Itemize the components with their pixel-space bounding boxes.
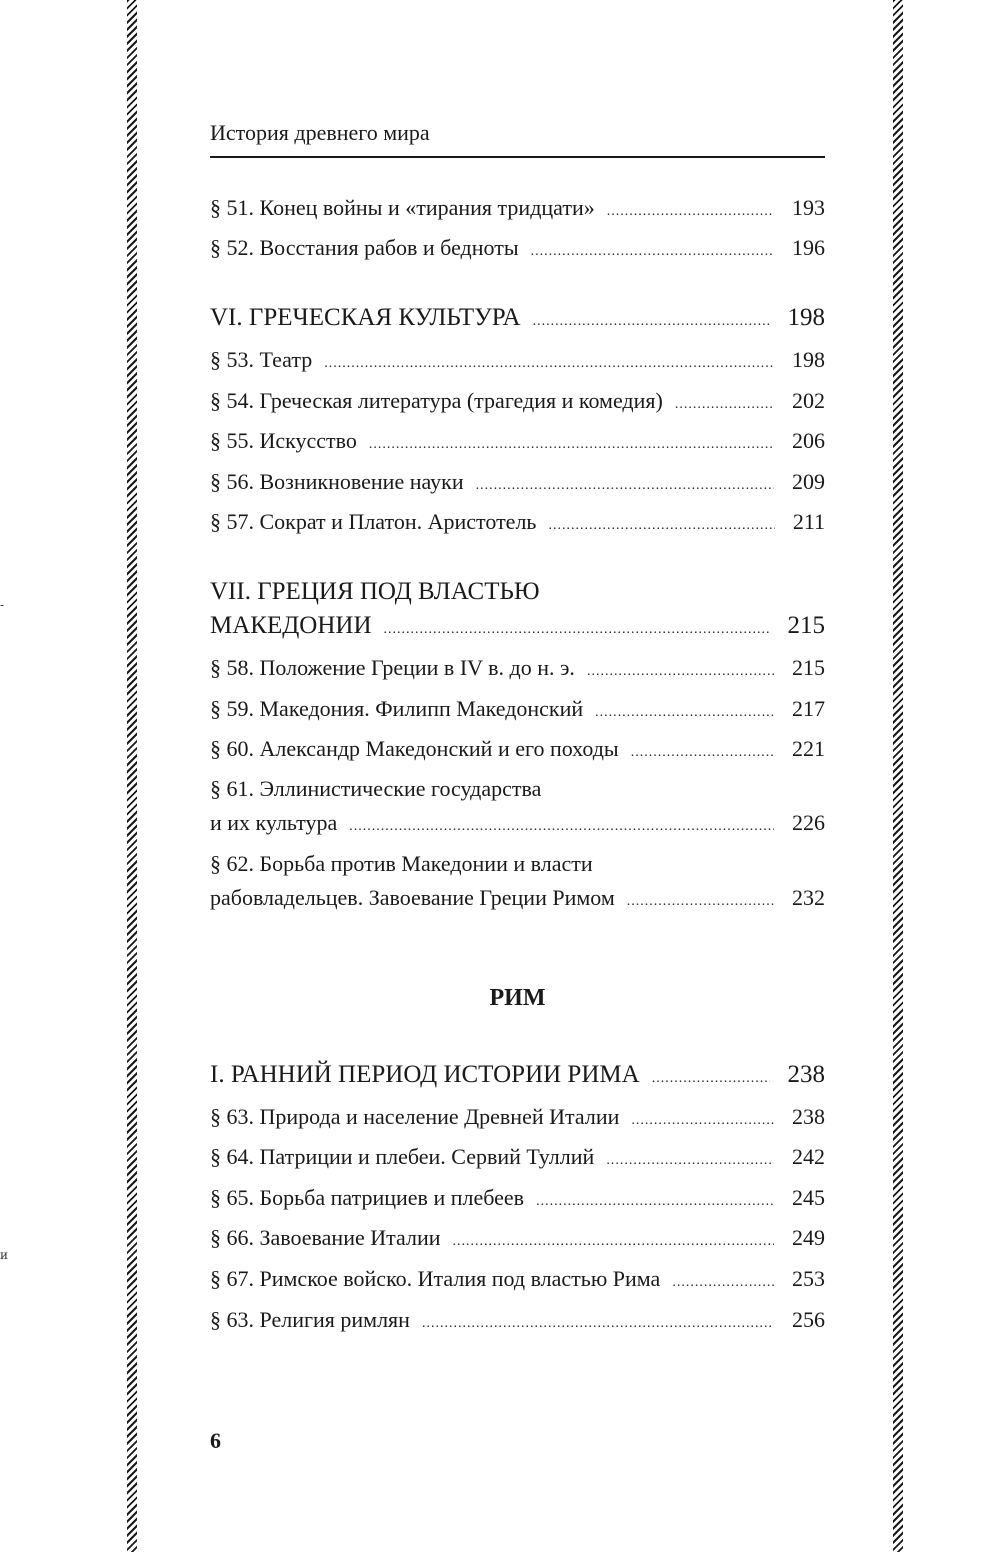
toc-entry-page: 209: [792, 469, 825, 494]
toc-entry-page: 221: [792, 736, 825, 761]
toc-entry-title: § 59. Македония. Филипп Македонский: [210, 696, 584, 721]
toc-entry-page: 232: [792, 885, 825, 910]
toc-entry: [210, 1181, 825, 1219]
margin-mark: -: [0, 598, 5, 612]
toc-entry-title: § 65. Борьба патрициев и плебеев: [210, 1185, 525, 1210]
toc-entry: [210, 424, 825, 462]
toc-entry-title: § 64. Патриции и плебеи. Сервий Туллий: [210, 1144, 595, 1169]
toc-entry: [210, 191, 825, 229]
dot-leader: [606, 1144, 774, 1178]
dot-leader: [627, 885, 774, 919]
toc-entry-title: § 55. Искусство: [210, 428, 357, 453]
toc-chapter-page: 198: [787, 304, 825, 331]
dot-leader: [533, 305, 770, 339]
toc-entry: [210, 231, 825, 269]
toc-chapter: [210, 1058, 825, 1096]
dot-leader: [384, 613, 770, 647]
dot-leader: [587, 655, 774, 689]
dot-leader: [422, 1307, 774, 1341]
toc-entry-title: § 51. Конец войны и «тирания тридцати»: [210, 195, 595, 220]
toc-entry-page: 198: [792, 347, 825, 372]
dot-leader: [369, 428, 774, 462]
toc-entry-title: § 63. Религия римлян: [210, 1307, 410, 1332]
toc-entry-title: § 66. Завоевание Италии: [210, 1225, 441, 1250]
toc-entry-page: 256: [792, 1307, 825, 1332]
toc-entry: [210, 343, 825, 381]
toc-entry-title: и их культура: [210, 810, 338, 835]
toc-chapter-title: VI. ГРЕЧЕСКАЯ КУЛЬТУРА: [210, 304, 521, 331]
toc-entry-page: 215: [792, 655, 825, 680]
toc-chapter: [210, 301, 825, 339]
toc-entry: [210, 1262, 825, 1300]
toc-entry-title: § 63. Природа и население Древней Италии: [210, 1104, 620, 1129]
dot-leader: [675, 388, 774, 422]
dot-leader: [548, 509, 774, 543]
toc-entry: [210, 651, 825, 689]
dot-leader: [324, 347, 774, 381]
toc-chapter-title: I. РАННИЙ ПЕРИОД ИСТОРИИ РИМА: [210, 1061, 640, 1088]
toc-entry: [210, 772, 825, 844]
dot-leader: [452, 1225, 774, 1259]
toc-entry: [210, 692, 825, 730]
header-divider: [210, 156, 825, 158]
margin-mark: и: [0, 1248, 8, 1262]
dot-leader: [652, 1062, 770, 1096]
toc-chapter-title: МАКЕДОНИИ: [210, 612, 372, 639]
dot-leader: [631, 736, 774, 770]
dot-leader: [631, 1104, 774, 1138]
toc-entry-title: рабовладельцев. Завоевание Греции Римом: [210, 885, 615, 910]
dot-leader: [531, 235, 774, 269]
toc-entry-title: § 60. Александр Македонский и его походы: [210, 736, 619, 761]
dot-leader: [476, 469, 774, 503]
toc-chapter: [210, 575, 825, 647]
toc-entry-page: 249: [792, 1225, 825, 1250]
toc-entry-page: 226: [792, 810, 825, 835]
dot-leader: [672, 1266, 774, 1300]
section-heading: РИМ: [489, 985, 546, 1011]
dot-leader: [536, 1185, 774, 1219]
toc-chapter-title-first-line: VII. ГРЕЦИЯ ПОД ВЛАСТЬЮ: [210, 578, 540, 605]
toc-entry: [210, 465, 825, 503]
toc-entry: [210, 505, 825, 543]
toc-entry: [210, 1221, 825, 1259]
toc-entry-title-first-line: § 61. Эллинистические государства: [210, 776, 542, 801]
toc-entry-title: § 58. Положение Греции в IV в. до н. э.: [210, 655, 575, 680]
toc-entry-page: 217: [792, 696, 825, 721]
toc-entry-title-first-line: § 62. Борьба против Македонии и власти: [210, 851, 593, 876]
toc-entry: [210, 732, 825, 770]
toc-entry-page: 238: [792, 1104, 825, 1129]
toc-entry-page: 206: [792, 428, 825, 453]
toc-entry: [210, 1140, 825, 1178]
toc-entry-page: 245: [792, 1185, 825, 1210]
toc-entry-page: 202: [792, 388, 825, 413]
running-header-title: История древнего мира: [210, 120, 430, 145]
toc-entry-title: § 57. Сократ и Платон. Аристотель: [210, 509, 537, 534]
dot-leader: [349, 810, 774, 844]
toc-entry-title: § 52. Восстания рабов и бедноты: [210, 235, 519, 260]
toc-entry-page: 193: [792, 195, 825, 220]
dot-leader: [607, 195, 774, 229]
toc-entry-title: § 53. Театр: [210, 347, 313, 372]
toc-entry-title: § 54. Греческая литература (трагедия и комедия): [210, 388, 663, 413]
toc-entry: [210, 847, 825, 919]
toc-entry: [210, 1100, 825, 1138]
decorative-border-left: [127, 0, 137, 1552]
toc-entry-title: § 67. Римское войско. Италия под властью Рима: [210, 1266, 661, 1291]
toc-entry: [210, 384, 825, 422]
toc-entry: [210, 1303, 825, 1341]
toc-entry-title: § 56. Возникновение науки: [210, 469, 464, 494]
toc-entry-page: 196: [792, 235, 825, 260]
toc-chapter-page: 215: [787, 612, 825, 639]
toc-entry-page: 242: [792, 1144, 825, 1169]
toc-entry-page: 253: [792, 1266, 825, 1291]
dot-leader: [595, 696, 774, 730]
page-number: 6: [210, 1428, 221, 1453]
toc-entry-page: 211: [792, 509, 825, 534]
decorative-border-right: [893, 0, 903, 1552]
toc-chapter-page: 238: [787, 1061, 825, 1088]
